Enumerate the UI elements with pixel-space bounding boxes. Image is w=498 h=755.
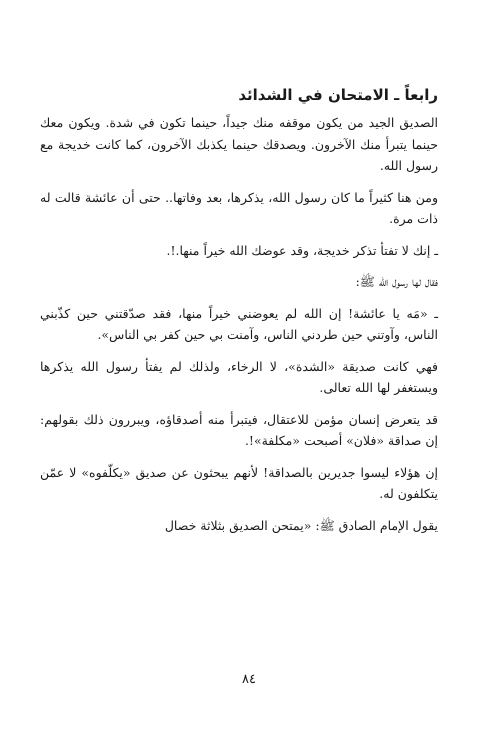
paragraph-3: ـ إنك لا تفتأ تذكر خديجة، وقد عوضك الله خيراً منها.!. — [166, 242, 438, 258]
paragraph-gap — [40, 230, 438, 240]
paragraph-gap — [40, 346, 438, 356]
section-heading: رابعاً ـ الامتحان في الشدائد — [238, 86, 438, 104]
paragraph-1: الصديق الجيد من يكون موقفه منك جيداً، حينما تكون في شدة. ويكون معك حينما يتبرأ منك الآخرون. ويصدقك حينما يكذبك الآخرون، كما كانت خديجة مع رسول الله. — [40, 115, 438, 173]
paragraph-7: قد يتعرض إنسان مؤمن للاعتقال، فيتبرأ منه أصدقاؤه، ويبررون ذلك بقولهم: إن صداقة «فلان» أصبحت «مكلفة»!. — [40, 411, 438, 448]
paragraph-6: فهي كانت صديقة «الشدة»، لا الرخاء، ولذلك لم يفتأ رسول الله يذكرها ويستغفر لها الله تعالى. — [40, 358, 438, 395]
paragraph-gap — [40, 399, 438, 409]
page-body — [40, 84, 438, 536]
paragraph-gap — [40, 293, 438, 303]
paragraph-gap — [40, 505, 438, 515]
paragraph-9: يقول الإمام الصادق ﷺ: «يمتحن الصديق بثلاثة خصال — [164, 517, 438, 533]
paragraph-4: فقال لها رسول الله ﷺ: — [355, 274, 438, 289]
paragraph-2: ومن هنا كثيراً ما كان رسول الله، يذكرها، بعد وفاتها.. حتى أن عائشة قالت له ذات مرة. — [40, 189, 438, 226]
page-number: ٨٤ — [242, 672, 256, 687]
paragraph-gap — [40, 452, 438, 462]
paragraph-gap — [40, 261, 438, 271]
paragraph-5: ـ «مَه يا عائشة! إن الله لم يعوضني خيراً منها، فقد صدّقتني حين كذّبني الناس، وآوتني حين طردني الناس، وآمنت بي حين كفر بي الناس». — [40, 305, 438, 342]
paragraph-8: إن هؤلاء ليسوا جديرين بالصداقة! لأنهم يبحثون عن صديق «يكلّفوه» لا عمّن يتكلفون له. — [40, 464, 438, 501]
paragraph-gap — [40, 177, 438, 187]
